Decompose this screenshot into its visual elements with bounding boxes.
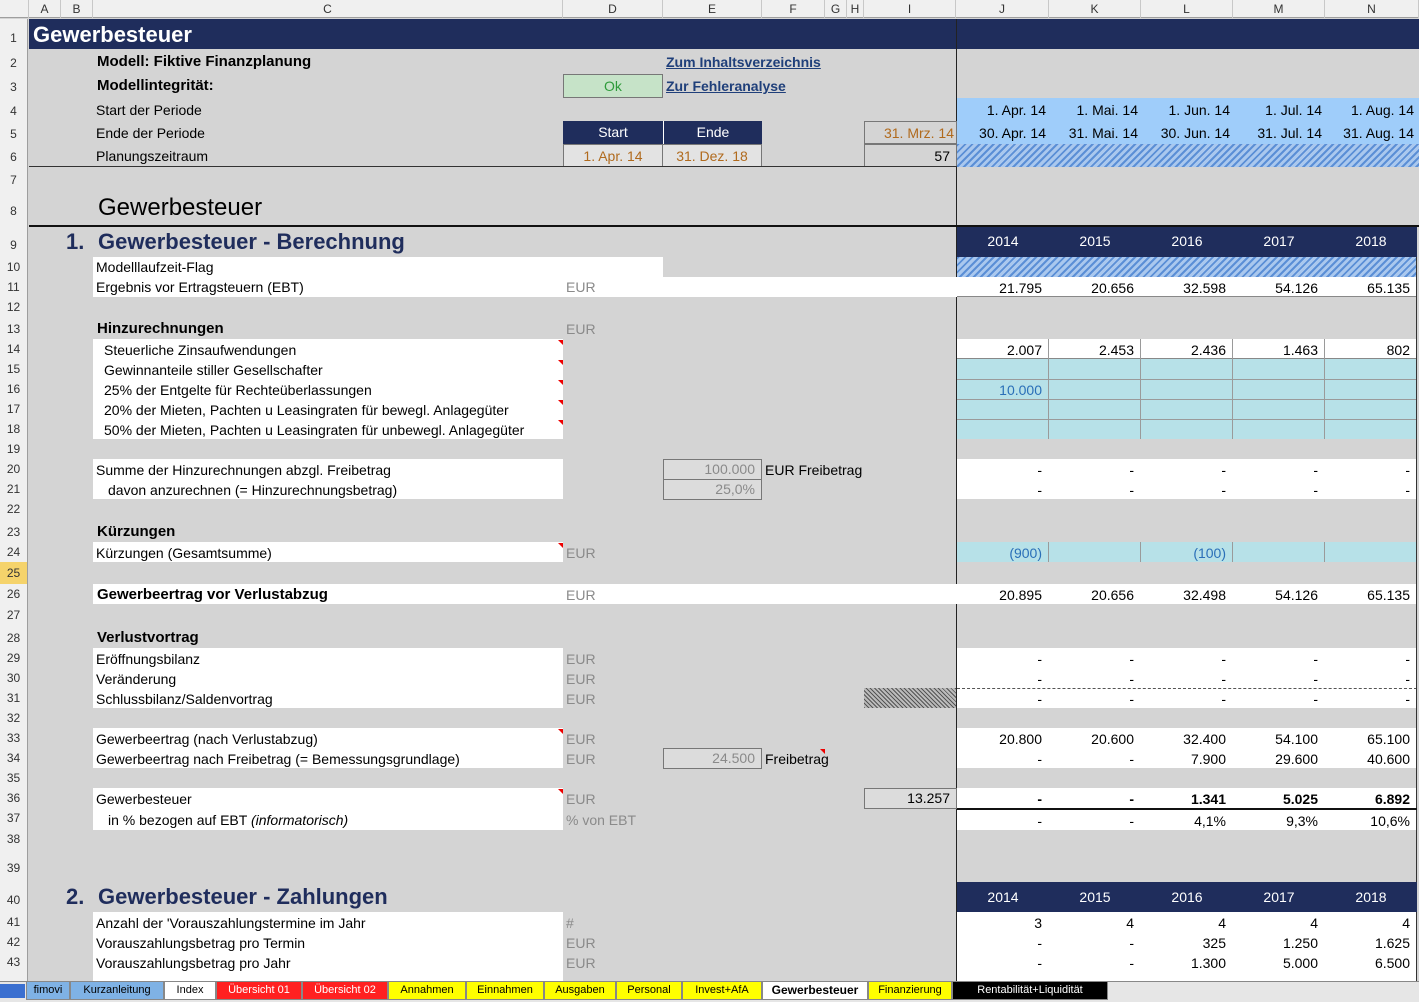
allowance2-label: Freibetrag	[765, 751, 829, 767]
unit: EUR	[566, 691, 596, 707]
label-additions: Hinzurechnungen	[97, 320, 224, 337]
value-cell-gstpct[interactable]: 10,6%	[1370, 813, 1410, 829]
row-header[interactable]: 14	[0, 339, 28, 359]
row-header[interactable]: 9	[0, 225, 28, 257]
column-header[interactable]: B	[61, 0, 93, 18]
column-header[interactable]: C	[93, 0, 563, 18]
value-cell-gewnach[interactable]: 20.800	[999, 731, 1042, 747]
value-cell-gewfrei[interactable]: 7.900	[1190, 751, 1226, 767]
closing-hatch	[864, 688, 956, 708]
value-cell-davon[interactable]: -	[1313, 482, 1318, 498]
row-header[interactable]: 18	[0, 419, 28, 439]
value-cell-ebt[interactable]: 54.126	[1275, 280, 1318, 296]
row-header[interactable]: 7	[0, 167, 28, 190]
column-header[interactable]: K	[1049, 0, 1141, 18]
value-cell-vzjahr[interactable]: 5.000	[1282, 955, 1318, 971]
value-cell-davon[interactable]: -	[1129, 482, 1134, 498]
row-header[interactable]: 8	[0, 190, 28, 225]
value-cell-vztermin[interactable]: 325	[1202, 935, 1226, 951]
row-header[interactable]: 13	[0, 317, 28, 339]
value-cell-gst[interactable]: 1.341	[1190, 791, 1226, 807]
value-cell-gewnach[interactable]: 65.100	[1367, 731, 1410, 747]
sheet-tab[interactable]: Rentabilität+Liquidität	[952, 982, 1108, 1000]
row-header[interactable]: 40	[0, 880, 28, 912]
allowance2-input[interactable]: 24.500	[663, 748, 762, 769]
period-end: 30. Apr. 14	[979, 125, 1046, 141]
label-royalties: 25% der Entgelte für Rechteüberlassungen	[104, 382, 372, 398]
label-counted: davon anzurechnen (= Hinzurechnungsbetrag)	[108, 482, 398, 498]
row-header[interactable]: 1	[0, 19, 28, 49]
row-header[interactable]: 26	[0, 584, 28, 604]
column-header[interactable]: N	[1325, 0, 1419, 18]
period-end: 31. Jul. 14	[1257, 125, 1322, 141]
column-header[interactable]: I	[864, 0, 956, 18]
value-cell-veraend[interactable]: -	[1037, 671, 1042, 687]
value-cell-vztermin[interactable]: -	[1037, 935, 1042, 951]
row-header[interactable]: 41	[0, 912, 28, 932]
unit: EUR	[566, 279, 596, 295]
value-cell-davon[interactable]: -	[1037, 482, 1042, 498]
value-cell-gewfrei[interactable]: 40.600	[1367, 751, 1410, 767]
unit: EUR	[566, 545, 596, 561]
row-header[interactable]: 35	[0, 768, 28, 788]
year-header: 2015	[1079, 233, 1111, 249]
unit: EUR	[566, 321, 596, 337]
year-header: 2017	[1263, 889, 1295, 905]
sheet-tab[interactable]: fimovi	[26, 982, 70, 1000]
value-cell-eroeff[interactable]: -	[1221, 651, 1226, 667]
row-header[interactable]: 23	[0, 519, 28, 542]
end-date-cell[interactable]: 31. Dez. 18	[662, 144, 762, 167]
label-prepayment-year: Vorauszahlungsbetrag pro Jahr	[96, 955, 291, 971]
section1-number: 1.	[66, 229, 85, 254]
value-cell-veraend[interactable]: -	[1129, 671, 1134, 687]
row-header[interactable]: 43	[0, 952, 28, 981]
label-prepayment-term: Vorauszahlungsbetrag pro Termin	[96, 935, 306, 951]
value-cell-gewnach[interactable]: 20.600	[1091, 731, 1134, 747]
sheet-tab[interactable]: Index	[164, 982, 216, 1000]
value-cell-anzahl[interactable]: 4	[1402, 915, 1410, 931]
row-header[interactable]: 4	[0, 98, 28, 121]
toc-link[interactable]: Zum Inhaltsverzeichnis	[666, 54, 821, 70]
label-ebt: Ergebnis vor Ertragsteuern (EBT)	[96, 279, 304, 295]
row-header[interactable]: 33	[0, 728, 28, 748]
row-header[interactable]: 2	[0, 49, 28, 74]
value-cell-ebt[interactable]: 65.135	[1367, 280, 1410, 296]
value-cell-vztermin[interactable]: 1.625	[1374, 935, 1410, 951]
value-cell-davon[interactable]: -	[1221, 482, 1226, 498]
label-prepayment-count: Anzahl der 'Vorauszahlungstermine im Jahr	[96, 915, 366, 931]
grid-line	[1324, 542, 1325, 562]
column-header[interactable]: G	[825, 0, 847, 18]
column-header[interactable]: E	[663, 0, 762, 18]
value-cell-zins[interactable]: 2.453	[1098, 342, 1134, 358]
sheet-tab[interactable]: Übersicht 02	[302, 982, 388, 1000]
value-cell-gewvor[interactable]: 20.656	[1091, 587, 1134, 603]
label-reductions-head: Kürzungen	[97, 523, 176, 540]
label-immovable-leases: 50% der Mieten, Pachten u Leasingraten für unbewegl. Anlagegüter	[104, 422, 525, 438]
value-cell-eroeff[interactable]: -	[1037, 651, 1042, 667]
sheet-tab[interactable]: Übersicht 01	[216, 982, 302, 1000]
column-header[interactable]: F	[762, 0, 825, 18]
section-heading: Gewerbesteuer	[98, 194, 263, 221]
row-header[interactable]: 11	[0, 277, 28, 297]
row-header[interactable]: 24	[0, 542, 28, 562]
row-header[interactable]: 16	[0, 379, 28, 399]
period-hatch	[957, 144, 1419, 167]
trade-tax-total: 13.257	[864, 788, 957, 809]
grid-line	[1232, 542, 1233, 562]
value-cell-gewvor[interactable]: 20.895	[999, 587, 1042, 603]
label-trade-income-before: Gewerbeertrag vor Verlustabzug	[97, 586, 328, 603]
unit: EUR	[566, 671, 596, 687]
previous-end-cell: 31. Mrz. 14	[864, 121, 957, 144]
sheet-tab-bar	[0, 981, 1419, 1002]
value-cell-vztermin[interactable]: -	[1129, 935, 1134, 951]
comment-marker[interactable]	[558, 789, 563, 794]
value-cell-gstpct[interactable]: 9,3%	[1286, 813, 1318, 829]
sheet-tab[interactable]: Ausgaben	[544, 982, 616, 1000]
year-header: 2014	[987, 233, 1019, 249]
section2-title: Gewerbesteuer - Zahlungen	[98, 884, 388, 909]
value-cell-eroeff[interactable]: -	[1129, 651, 1134, 667]
year-header: 2018	[1355, 889, 1387, 905]
value-cell-summe[interactable]: -	[1313, 462, 1318, 478]
comment-marker[interactable]	[558, 420, 563, 425]
value-cell-schluss[interactable]: -	[1405, 691, 1410, 707]
sheet-tab-active[interactable]: Gewerbesteuer	[762, 982, 868, 1000]
value-cell-gst[interactable]: -	[1129, 791, 1134, 807]
column-header-bar	[0, 0, 1419, 18]
row-header[interactable]: 3	[0, 74, 28, 98]
label-tax-pct-note: (informatorisch)	[250, 812, 349, 828]
label-interest: Steuerliche Zinsaufwendungen	[104, 342, 297, 358]
period-start: 1. Aug. 14	[1350, 102, 1414, 118]
label-assessment-base: Gewerbeertrag nach Freibetrag (= Bemessungsgrundlage)	[96, 751, 460, 767]
value-cell-gewfrei[interactable]: -	[1037, 751, 1042, 767]
value-cell-veraend[interactable]: -	[1313, 671, 1318, 687]
value-cell-vzjahr[interactable]: 6.500	[1374, 955, 1410, 971]
value-cell-zins[interactable]: 2.436	[1190, 342, 1226, 358]
row-header[interactable]: 17	[0, 399, 28, 419]
year-header: 2015	[1079, 889, 1111, 905]
column-header[interactable]: A	[29, 0, 61, 18]
column-header[interactable]: J	[956, 0, 1049, 18]
value-cell-summe[interactable]: -	[1037, 462, 1042, 478]
select-all-corner[interactable]	[0, 0, 29, 18]
value-cell-zins[interactable]: 802	[1386, 342, 1410, 358]
year-header: 2017	[1263, 233, 1295, 249]
label-tax-pct	[108, 810, 348, 830]
grid-line	[1416, 257, 1417, 981]
value-cell-summe[interactable]: -	[1221, 462, 1226, 478]
section2-number: 2.	[66, 884, 85, 909]
row-header[interactable]: 30	[0, 668, 28, 688]
row-header[interactable]: 15	[0, 359, 28, 379]
value-cell-gstpct[interactable]: -	[1129, 813, 1134, 829]
value-cell-eroeff[interactable]: -	[1313, 651, 1318, 667]
value-cell-kuerz[interactable]: (100)	[1193, 545, 1226, 561]
column-header[interactable]: D	[563, 0, 663, 18]
value-cell-summe[interactable]: -	[1129, 462, 1134, 478]
label-silent-partners: Gewinnanteile stiller Gesellschafter	[104, 362, 323, 378]
label-sum-additions: Summe der Hinzurechnungen abzgl. Freibetrag	[96, 462, 391, 478]
value-cell-zins[interactable]: 1.463	[1282, 342, 1318, 358]
runtime-flag-hatch	[957, 257, 1417, 277]
label-opening: Eröffnungsbilanz	[96, 651, 201, 667]
unit: EUR	[566, 731, 596, 747]
value-cell-zins[interactable]: 2.007	[1006, 342, 1042, 358]
row-header[interactable]: 36	[0, 788, 28, 808]
label-tax-pct-text: in % bezogen auf EBT	[108, 812, 251, 828]
header-bottom-line	[29, 166, 957, 167]
value-cell-davon[interactable]: -	[1405, 482, 1410, 498]
row-header[interactable]: 12	[0, 297, 28, 317]
unit: EUR	[566, 751, 596, 767]
value-cell-gstpct[interactable]: 4,1%	[1194, 813, 1226, 829]
start-header: Start	[563, 121, 663, 144]
row-header[interactable]: 19	[0, 439, 28, 459]
unit: EUR	[566, 935, 596, 951]
allowance-input[interactable]: 100.000	[663, 459, 762, 480]
planning-label: Planungszeitraum	[96, 148, 209, 164]
value-cell-summe[interactable]: -	[1405, 462, 1410, 478]
value-cell-gewfrei[interactable]: -	[1129, 751, 1134, 767]
sheet-tab[interactable]: Einnahmen	[466, 982, 544, 1000]
value-cell-ebt[interactable]: 32.598	[1183, 280, 1226, 296]
row-header[interactable]: 25	[0, 562, 28, 584]
allowance-label: EUR Freibetrag	[765, 462, 863, 478]
unit: EUR	[566, 955, 596, 971]
year-header: 2016	[1171, 889, 1203, 905]
row-header[interactable]: 5	[0, 121, 28, 144]
value-cell-gstpct[interactable]: -	[1037, 813, 1042, 829]
row-header[interactable]: 31	[0, 688, 28, 708]
row-header[interactable]: 20	[0, 459, 28, 479]
value-cell-gewvor[interactable]: 32.498	[1183, 587, 1226, 603]
unit: EUR	[566, 791, 596, 807]
row-header[interactable]: 10	[0, 257, 28, 277]
value-cell-gewvor[interactable]: 54.126	[1275, 587, 1318, 603]
year-header: 2018	[1355, 233, 1387, 249]
label-reductions: Kürzungen (Gesamtsumme)	[96, 545, 272, 561]
value-cell-anzahl[interactable]: 4	[1126, 915, 1134, 931]
comment-marker[interactable]	[558, 543, 563, 548]
integrity-value: Ok	[604, 78, 622, 94]
sheet-tab[interactable]: Invest+AfA	[682, 982, 762, 1000]
year-header: 2016	[1171, 233, 1203, 249]
value-cell-vzjahr[interactable]: -	[1129, 955, 1134, 971]
comment-marker[interactable]	[558, 729, 563, 734]
value-cell-gst[interactable]: -	[1037, 791, 1042, 807]
value-cell-schluss[interactable]: -	[1037, 691, 1042, 707]
label-trade-tax: Gewerbesteuer	[96, 791, 192, 807]
row-header[interactable]: 28	[0, 626, 28, 648]
period-end-label: Ende der Periode	[96, 125, 205, 141]
row-header[interactable]: 34	[0, 748, 28, 768]
label-loss-carryforward: Verlustvortrag	[97, 629, 199, 646]
integrity-label: Modellintegrität:	[97, 77, 214, 94]
unit: #	[566, 915, 574, 931]
row-header[interactable]: 37	[0, 808, 28, 828]
row-header[interactable]: 32	[0, 708, 28, 728]
value-cell-gewnach[interactable]: 32.400	[1183, 731, 1226, 747]
value-cell-gewfrei[interactable]: 29.600	[1275, 751, 1318, 767]
value-cell-recht[interactable]: 10.000	[999, 382, 1042, 398]
start-date-cell[interactable]: 1. Apr. 14	[563, 144, 663, 167]
period-start-label: Start der Periode	[96, 102, 202, 118]
period-end: 31. Aug. 14	[1343, 125, 1414, 141]
value-cell-vzjahr[interactable]: -	[1037, 955, 1042, 971]
value-cell-anzahl[interactable]: 4	[1218, 915, 1226, 931]
unit: % von EBT	[566, 812, 637, 828]
period-start: 1. Apr. 14	[986, 102, 1046, 118]
sheet-tab[interactable]: Kurzanleitung	[70, 982, 164, 1000]
quota-input[interactable]: 25,0%	[663, 479, 762, 500]
value-cell-schluss[interactable]: -	[1313, 691, 1318, 707]
value-cell-anzahl[interactable]: 4	[1310, 915, 1318, 931]
value-cell-vzjahr[interactable]: 1.300	[1190, 955, 1226, 971]
value-cell-schluss[interactable]: -	[1221, 691, 1226, 707]
year-header: 2014	[987, 889, 1019, 905]
unit: EUR	[566, 651, 596, 667]
row-header[interactable]: 27	[0, 604, 28, 626]
unit: EUR	[566, 587, 596, 603]
sheet-tab[interactable]: Annahmen	[388, 982, 466, 1000]
value-cell-vztermin[interactable]: 1.250	[1282, 935, 1318, 951]
period-start: 1. Jun. 14	[1168, 102, 1230, 118]
tab-nav-arrows[interactable]	[0, 984, 25, 998]
value-cell-anzahl[interactable]: 3	[1034, 915, 1042, 931]
row-header[interactable]: 22	[0, 499, 28, 519]
column-header[interactable]: M	[1233, 0, 1325, 18]
grid-line	[957, 419, 1417, 420]
column-header[interactable]: L	[1141, 0, 1233, 18]
label-closing: Schlussbilanz/Saldenvortrag	[96, 691, 273, 707]
value-cell-veraend[interactable]: -	[1405, 671, 1410, 687]
comment-marker[interactable]	[820, 749, 825, 754]
months-count-cell: 57	[864, 144, 957, 167]
label-runtime-flag: Modelllaufzeit-Flag	[96, 259, 214, 275]
value-cell-gewvor[interactable]: 65.135	[1367, 587, 1410, 603]
value-cell-kuerz[interactable]: (900)	[1009, 545, 1042, 561]
sheet-tab[interactable]: Personal	[616, 982, 682, 1000]
row-header[interactable]: 38	[0, 828, 28, 850]
comment-marker[interactable]	[558, 400, 563, 405]
end-header: Ende	[663, 121, 762, 144]
comment-marker[interactable]	[558, 380, 563, 385]
row-header[interactable]: 6	[0, 144, 28, 167]
comment-marker[interactable]	[558, 360, 563, 365]
page-title: Gewerbesteuer	[33, 22, 192, 47]
period-end: 30. Jun. 14	[1160, 125, 1230, 141]
model-label: Modell: Fiktive Finanzplanung	[97, 53, 312, 70]
value-cell-gst[interactable]: 5.025	[1282, 791, 1318, 807]
column-header[interactable]: H	[847, 0, 864, 18]
row-header[interactable]: 21	[0, 479, 28, 499]
comment-marker[interactable]	[558, 340, 563, 345]
label-change: Veränderung	[96, 671, 177, 687]
period-start: 1. Mai. 14	[1076, 102, 1138, 118]
error-analysis-link[interactable]: Zur Fehleranalyse	[666, 78, 786, 94]
label-movable-leases: 20% der Mieten, Pachten u Leasingraten für bewegl. Anlagegüter	[104, 402, 509, 418]
value-cell-veraend[interactable]: -	[1221, 671, 1226, 687]
value-cell-ebt[interactable]: 21.795	[999, 280, 1042, 296]
value-cell-ebt[interactable]: 20.656	[1091, 280, 1134, 296]
section1-title: Gewerbesteuer - Berechnung	[98, 229, 405, 254]
title-bar	[29, 19, 1419, 49]
sheet-tab[interactable]: Finanzierung	[868, 982, 952, 1000]
period-end: 31. Mai. 14	[1068, 125, 1138, 141]
row-header[interactable]: 29	[0, 648, 28, 668]
label-trade-income-after: Gewerbeertrag (nach Verlustabzug)	[96, 731, 318, 747]
period-start: 1. Jul. 14	[1265, 102, 1322, 118]
integrity-status	[563, 74, 663, 98]
grid-line	[1048, 542, 1049, 562]
value-cell-gewnach[interactable]: 54.100	[1275, 731, 1318, 747]
value-cell-eroeff[interactable]: -	[1405, 651, 1410, 667]
value-cell-gst[interactable]: 6.892	[1374, 791, 1410, 807]
row-header[interactable]: 39	[0, 850, 28, 880]
value-cell-schluss[interactable]: -	[1129, 691, 1134, 707]
row-header[interactable]: 42	[0, 932, 28, 952]
